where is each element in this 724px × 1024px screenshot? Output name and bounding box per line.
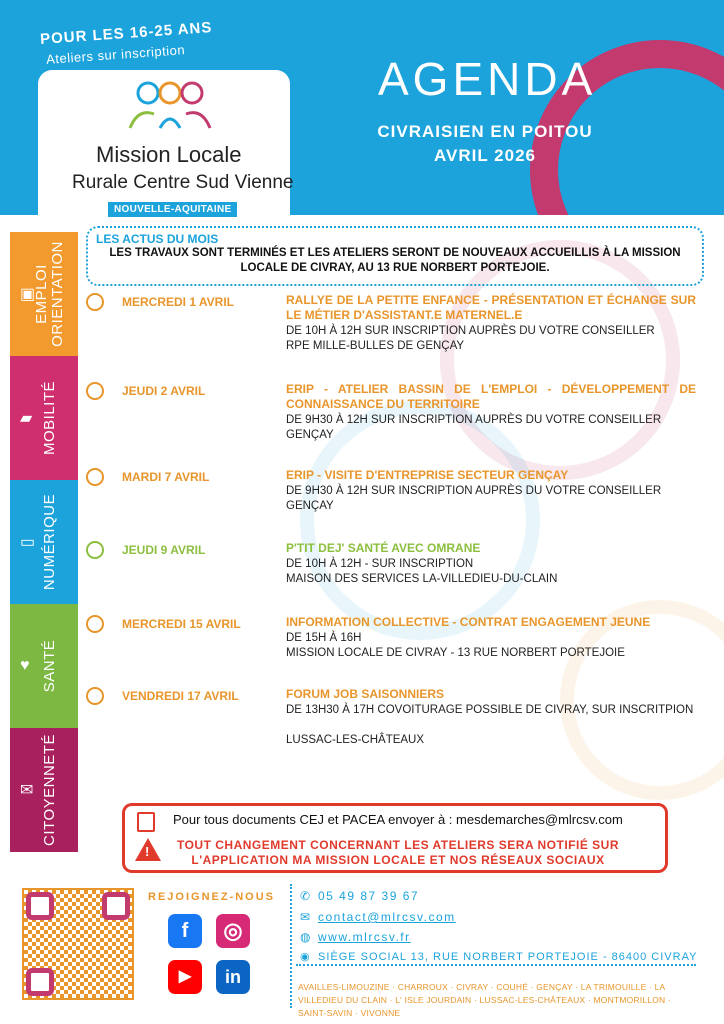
qr-corner xyxy=(26,968,54,996)
event-time: DE 10H À 12H - SUR INSCRIPTION xyxy=(286,558,474,570)
contact-phone[interactable] xyxy=(300,889,419,903)
event-date: JEUDI 2 AVRIL xyxy=(122,384,206,398)
event-title: RALLYE DE LA PETITE ENFANCE - PRÉSENTATION ET ÉCHANGE SUR LE MÉTIER D'ASSISTANT.E MATERNEL.E xyxy=(286,293,696,322)
qr-corner xyxy=(26,892,54,920)
join-us-label: REJOIGNEZ-NOUS xyxy=(148,891,276,903)
event-place: MAISON DES SERVICES LA-VILLEDIEU-DU-CLAIN xyxy=(286,573,558,585)
category-label: MOBILITÉ xyxy=(41,380,58,456)
event-place: GENÇAY xyxy=(286,429,334,441)
category-mobilite xyxy=(10,356,78,480)
facebook-icon[interactable]: f xyxy=(168,914,202,948)
category-sidebar xyxy=(10,232,78,852)
linkedin-icon[interactable]: in xyxy=(216,960,250,994)
event-time: DE 9H30 À 12H SUR INSCRIPTION AUPRÈS DU VOTRE CONSEILLER xyxy=(286,414,662,426)
heart-icon: ♥ xyxy=(20,657,30,674)
event-title: P'TIT DEJ' SANTÉ AVEC OMRANE xyxy=(286,541,481,555)
event-bullet-icon xyxy=(86,687,104,705)
location-pin-icon: ◉ xyxy=(300,951,311,963)
agenda-month: AVRIL 2026 xyxy=(434,146,536,165)
instagram-icon[interactable]: ◎ xyxy=(216,914,250,948)
age-tag: POUR LES 16-25 ANS xyxy=(39,19,213,48)
category-label: CITOYENNETÉ xyxy=(41,734,58,846)
ballot-icon: ✉ xyxy=(20,782,34,799)
category-numerique xyxy=(10,480,78,604)
briefcase-icon: ▣ xyxy=(20,286,36,303)
event-bullet-icon xyxy=(86,468,104,486)
workshops-tag: Ateliers sur inscription xyxy=(45,42,186,67)
event-bullet-icon xyxy=(86,293,104,311)
event-bullet-icon xyxy=(86,382,104,400)
page-title: AGENDA xyxy=(378,53,597,105)
category-label: EMPLOI ORIENTATION xyxy=(33,241,66,347)
agenda-subtitle xyxy=(345,120,625,168)
event-place: RPE MILLE-BULLES DE GENÇAY xyxy=(286,340,465,352)
event-place: MISSION LOCALE DE CIVRAY - 13 RUE NORBERT PORTEJOIE xyxy=(286,647,625,659)
category-label: NUMÉRIQUE xyxy=(41,493,58,591)
event-time: DE 13H30 À 17H COVOITURAGE POSSIBLE DE CIVRAY, SUR INSCRITPION xyxy=(286,704,694,716)
youtube-icon[interactable]: ▶ xyxy=(168,960,202,994)
category-citoyennete xyxy=(10,728,78,852)
contact-address xyxy=(300,950,697,963)
event-place: GENÇAY xyxy=(286,500,334,512)
documents-notice: Pour tous documents CEJ et PACEA envoyer à : mesdemarches@mlrcsv.com xyxy=(173,812,623,827)
category-emploi xyxy=(10,232,78,356)
contact-website[interactable] xyxy=(300,930,411,944)
email-icon: ✉ xyxy=(300,910,312,924)
event-time: DE 15H À 16H xyxy=(286,632,362,644)
event-title: ERIP - VISITE D'ENTREPRISE SECTEUR GENÇAY xyxy=(286,468,569,482)
event-bullet-icon xyxy=(86,541,104,559)
org-subtitle: Rurale Centre Sud Vienne xyxy=(72,172,294,193)
event-title: ERIP - ATELIER BASSIN DE L'EMPLOI - DÉVELOPPEMENT DE CONNAISSANCE DU TERRITOIRE xyxy=(286,382,696,411)
footer-divider xyxy=(290,884,292,1008)
category-label: SANTÉ xyxy=(41,639,58,693)
org-name: Mission Locale xyxy=(96,142,242,167)
phone-icon: ✆ xyxy=(300,889,312,903)
event-bullet-icon xyxy=(86,615,104,633)
email-link[interactable]: contact@mlrcsv.com xyxy=(318,910,456,924)
qr-corner xyxy=(102,892,130,920)
website-link[interactable]: www.mlrcsv.fr xyxy=(318,930,411,944)
phone-number: 05 49 87 39 67 xyxy=(318,889,420,903)
event-date: MERCREDI 15 AVRIL xyxy=(122,617,241,631)
event-title: INFORMATION COLLECTIVE - CONTRAT ENGAGEMENT JEUNE xyxy=(286,615,651,629)
globe-icon: ◍ xyxy=(300,930,312,944)
footer-divider xyxy=(296,964,696,966)
changes-warning: TOUT CHANGEMENT CONCERNANT LES ATELIERS SERA NOTIFIÉ SUR L'APPLICATION MA MISSION LOCALE ET NOS RÉSEAUX SOCIAUX xyxy=(176,838,619,867)
event-place: LUSSAC-LES-CHÂTEAUX xyxy=(286,734,425,746)
event-title: FORUM JOB SAISONNIERS xyxy=(286,687,445,701)
org-region-badge: NOUVELLE-AQUITAINE xyxy=(108,202,237,217)
laptop-icon: ▭ xyxy=(20,534,36,551)
event-date: VENDREDI 17 AVRIL xyxy=(122,689,239,703)
car-icon: ▰ xyxy=(20,410,33,427)
document-icon xyxy=(137,812,155,832)
towns-list: AVAILLES-LIMOUZINE · CHARROUX · CIVRAY · COUHÉ · GENÇAY · LA TRIMOUILLE · LA VILLEDIEU DU CLAIN · L' ISLE JOURDAIN · LUSSAC-LES-CHÂTEAUX · MONTMORILLON · SAINT-SAVIN · VIVONNE xyxy=(298,982,671,1018)
news-title: LES ACTUS DU MOIS xyxy=(96,232,219,246)
qr-code[interactable] xyxy=(22,888,134,1000)
notice-box xyxy=(122,803,668,873)
warning-mark-icon: ! xyxy=(145,844,150,859)
event-date: MERCREDI 1 AVRIL xyxy=(122,295,235,309)
news-box xyxy=(86,226,704,286)
contact-email[interactable] xyxy=(300,910,456,924)
news-body: LES TRAVAUX SONT TERMINÉS ET LES ATELIERS SERONT DE NOUVEAUX ACCUEILLIS À LA MISSION LOCALE DE CIVRAY, AU 13 RUE NORBERT PORTEJOIE. xyxy=(109,247,681,274)
logo-people-icon xyxy=(120,80,220,130)
category-sante xyxy=(10,604,78,728)
agenda-location: CIVRAISIEN EN POITOU xyxy=(377,122,593,141)
event-time: DE 9H30 À 12H SUR INSCRIPTION AUPRÈS DU VOTRE CONSEILLER xyxy=(286,485,662,497)
event-time: DE 10H À 12H SUR INSCRIPTION AUPRÈS DU VOTRE CONSEILLER xyxy=(286,325,655,337)
event-date: MARDI 7 AVRIL xyxy=(122,470,210,484)
event-date: JEUDI 9 AVRIL xyxy=(122,543,206,557)
address-text: SIÈGE SOCIAL 13, RUE NORBERT PORTEJOIE - 86400 CIVRAY xyxy=(318,951,698,963)
